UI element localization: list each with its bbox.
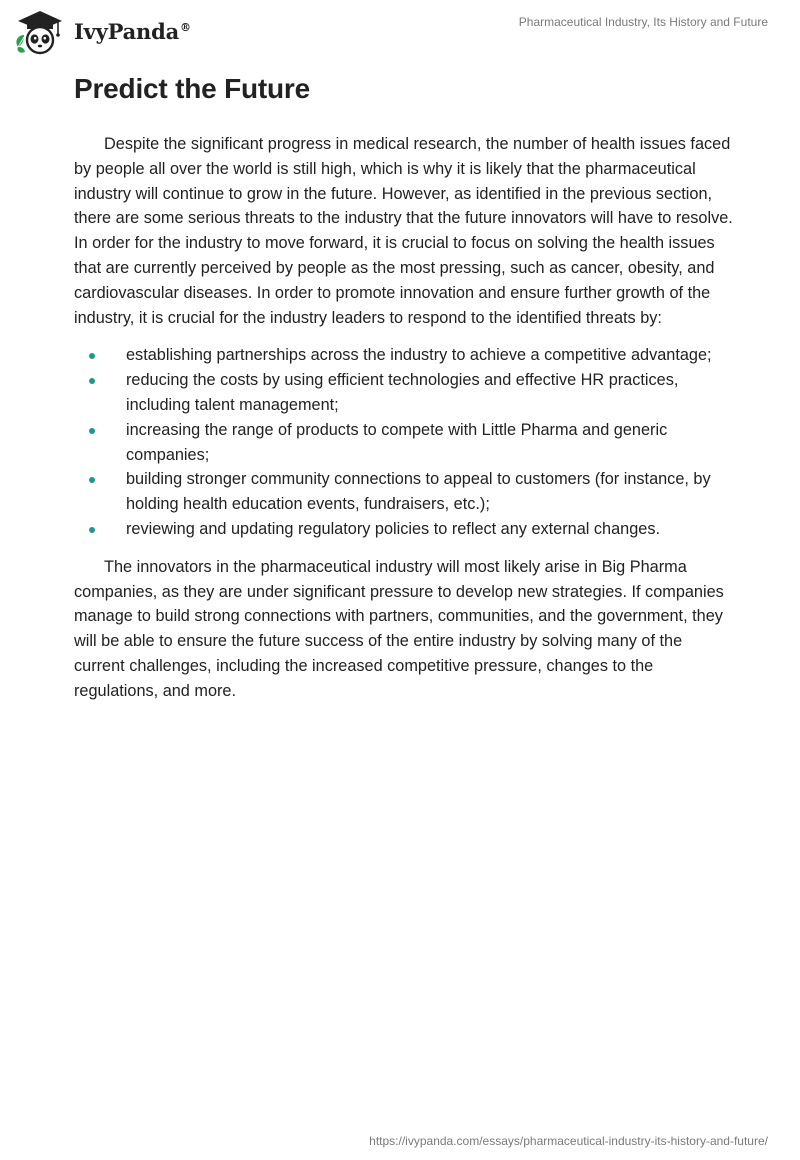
bullet-icon [89,527,95,533]
section-body [74,132,734,704]
list-item [74,343,734,368]
page-header [0,0,800,60]
source-url[interactable]: https://ivypanda.com/essays/pharmaceutical-industry-its-history-and-future/ [369,1134,768,1148]
list-item-text: reviewing and updating regulatory policies to reflect any external changes. [126,519,660,538]
list-item-text: building stronger community connections to appeal to customers (for instance, by holding health education events, fundraisers, etc.); [126,470,711,514]
registered-mark: ® [180,20,191,34]
bullet-icon [89,378,95,384]
bullet-icon [89,428,95,434]
list-item [74,368,734,418]
bullet-icon [89,477,95,483]
list-item [74,467,734,517]
panda-graduate-icon [14,7,66,55]
list-item [74,418,734,468]
list-item [74,517,734,542]
conclusion-paragraph: The innovators in the pharmaceutical industry will most likely arise in Big Pharma companies, as they are under significant pressure to develop new strategies. If companies manage to build strong connections with partners, communities, and the government, they will be able to ensure the future success of the entire industry by solving many of the current challenges, including the increased competitive pressure, changes to the regulations, and more. [74,557,724,700]
document-title: Pharmaceutical Industry, Its History and Future [518,15,768,29]
bullet-icon [89,353,95,359]
list-item-text: increasing the range of products to compete with Little Pharma and generic companies; [126,420,668,464]
threat-response-list [74,343,734,541]
section-heading: Predict the Future [74,73,310,104]
intro-paragraph: Despite the significant progress in medical research, the number of health issues faced by people all over the world is still high, which is why it is likely that the pharmaceutical industry will continue to grow in the future. However, as identified in the previous section, there are some serious threats to the industry that the future innovators will have to resolve. In order for the industry to move forward, it is crucial to focus on solving the health issues that are currently perceived by people as the most pressing, such as cancer, obesity, and cardiovascular diseases. In order to promote innovation and ensure further growth of the industry, it is crucial for the industry leaders to respond to the identified threats by: [74,135,733,327]
list-item-text: reducing the costs by using efficient technologies and effective HR practices, including talent management; [126,371,679,414]
brand-name: IvyPanda® [74,18,191,44]
ivypanda-logo[interactable] [14,7,191,55]
list-item-text: establishing partnerships across the industry to achieve a competitive advantage; [126,346,712,365]
